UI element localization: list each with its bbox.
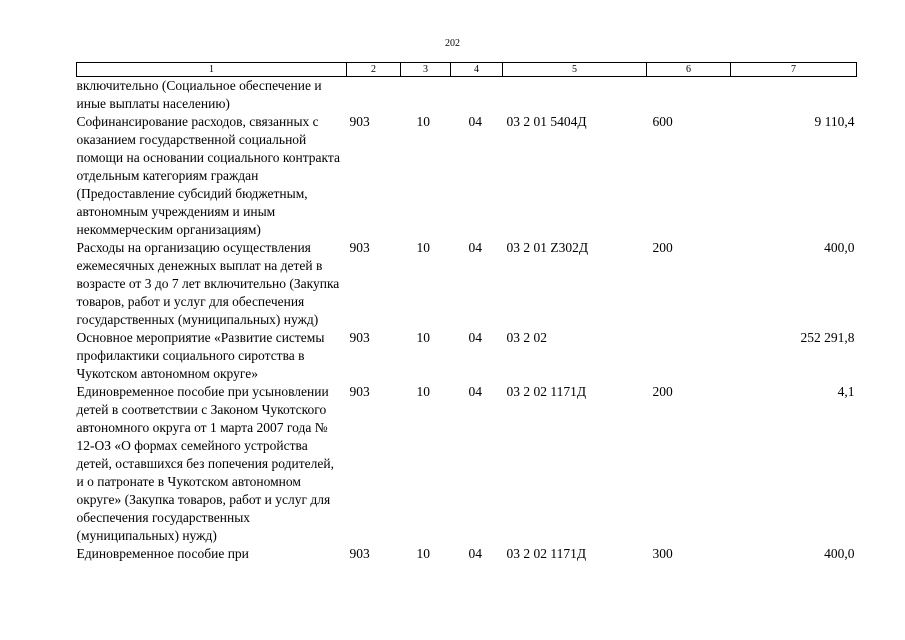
expense-type-code: 200 bbox=[652, 384, 673, 399]
expense-type-code: 600 bbox=[652, 114, 673, 129]
column-number-row bbox=[77, 63, 857, 77]
ministry-code: 903 bbox=[349, 546, 370, 561]
ministry-code: 903 bbox=[349, 330, 370, 345]
column-header-7: 7 bbox=[731, 63, 857, 77]
table-row bbox=[77, 77, 857, 114]
section-code: 10 bbox=[416, 240, 430, 255]
table-row bbox=[77, 383, 857, 545]
subsection-code bbox=[451, 77, 503, 114]
expense-type-code: 300 bbox=[652, 546, 673, 561]
budget-table bbox=[76, 62, 857, 563]
table-row bbox=[77, 329, 857, 383]
column-header-3: 3 bbox=[401, 63, 451, 77]
section-code: 10 bbox=[416, 384, 430, 399]
row-description: включительно (Социальное обеспечение и иные выплаты населению) bbox=[76, 78, 322, 111]
page-number: 202 bbox=[445, 38, 460, 49]
target-article-code: 03 2 02 1171Д bbox=[506, 546, 587, 561]
row-description: Основное мероприятие «Развитие системы профилактики социального сиротства в Чукотском автономном округе» bbox=[76, 330, 325, 381]
section-code: 10 bbox=[416, 330, 430, 345]
section-code: 10 bbox=[416, 114, 430, 129]
expense-type-code bbox=[647, 77, 731, 114]
amount: 400,0 bbox=[824, 546, 855, 561]
amount bbox=[731, 77, 857, 114]
ministry-code bbox=[347, 77, 401, 114]
amount: 400,0 bbox=[824, 240, 855, 255]
ministry-code: 903 bbox=[349, 114, 370, 129]
ministry-code: 903 bbox=[349, 240, 370, 255]
column-header-5: 5 bbox=[503, 63, 647, 77]
subsection-code: 04 bbox=[468, 384, 482, 399]
section-code bbox=[401, 77, 451, 114]
amount: 9 110,4 bbox=[814, 114, 855, 129]
row-description: Расходы на организацию осуществления ежемесячных денежных выплат на детей в возрасте от 3 до 7 лет включительно (Закупка товаров, работ и услуг для обеспечения государственных (муниципальных) нужд) bbox=[76, 240, 340, 327]
table-row bbox=[77, 545, 857, 563]
subsection-code: 04 bbox=[468, 330, 482, 345]
ministry-code: 903 bbox=[349, 384, 370, 399]
subsection-code: 04 bbox=[468, 546, 482, 561]
subsection-code: 04 bbox=[468, 240, 482, 255]
table-row bbox=[77, 113, 857, 239]
amount: 4,1 bbox=[837, 384, 855, 399]
column-header-4: 4 bbox=[451, 63, 503, 77]
subsection-code: 04 bbox=[468, 114, 482, 129]
target-article-code: 03 2 02 bbox=[506, 330, 547, 345]
table-row bbox=[77, 239, 857, 329]
expense-type-code: 200 bbox=[652, 240, 673, 255]
section-code: 10 bbox=[416, 546, 430, 561]
column-header-2: 2 bbox=[347, 63, 401, 77]
column-header-1: 1 bbox=[77, 63, 347, 77]
target-article-code: 03 2 01 5404Д bbox=[506, 114, 587, 129]
target-article-code: 03 2 02 1171Д bbox=[506, 384, 587, 399]
column-header-6: 6 bbox=[647, 63, 731, 77]
row-description: Единовременное пособие при усыновлении детей в соответствии с Законом Чукотского автономного округа от 1 марта 2007 года № 12-ОЗ «О формах семейного устройства детей, оставшихся без попечения родителей, и о патронате в Чукотском автономном округе» (Закупка товаров, работ и услуг для обеспечения государственных (муниципальных) нужд) bbox=[76, 384, 334, 543]
table-header bbox=[77, 63, 857, 77]
target-article-code bbox=[503, 77, 647, 114]
expense-type-code bbox=[647, 329, 731, 383]
target-article-code: 03 2 01 Z302Д bbox=[506, 240, 589, 255]
table-body bbox=[77, 77, 857, 564]
row-description: Единовременное пособие при bbox=[76, 546, 249, 561]
row-description: Софинансирование расходов, связанных с оказанием государственной социальной помощи на основании социального контракта отдельным категориям граждан (Предоставление субсидий бюджетным, автономным учреждениям и иным некоммерческим организациям) bbox=[76, 114, 340, 237]
amount: 252 291,8 bbox=[800, 330, 855, 345]
